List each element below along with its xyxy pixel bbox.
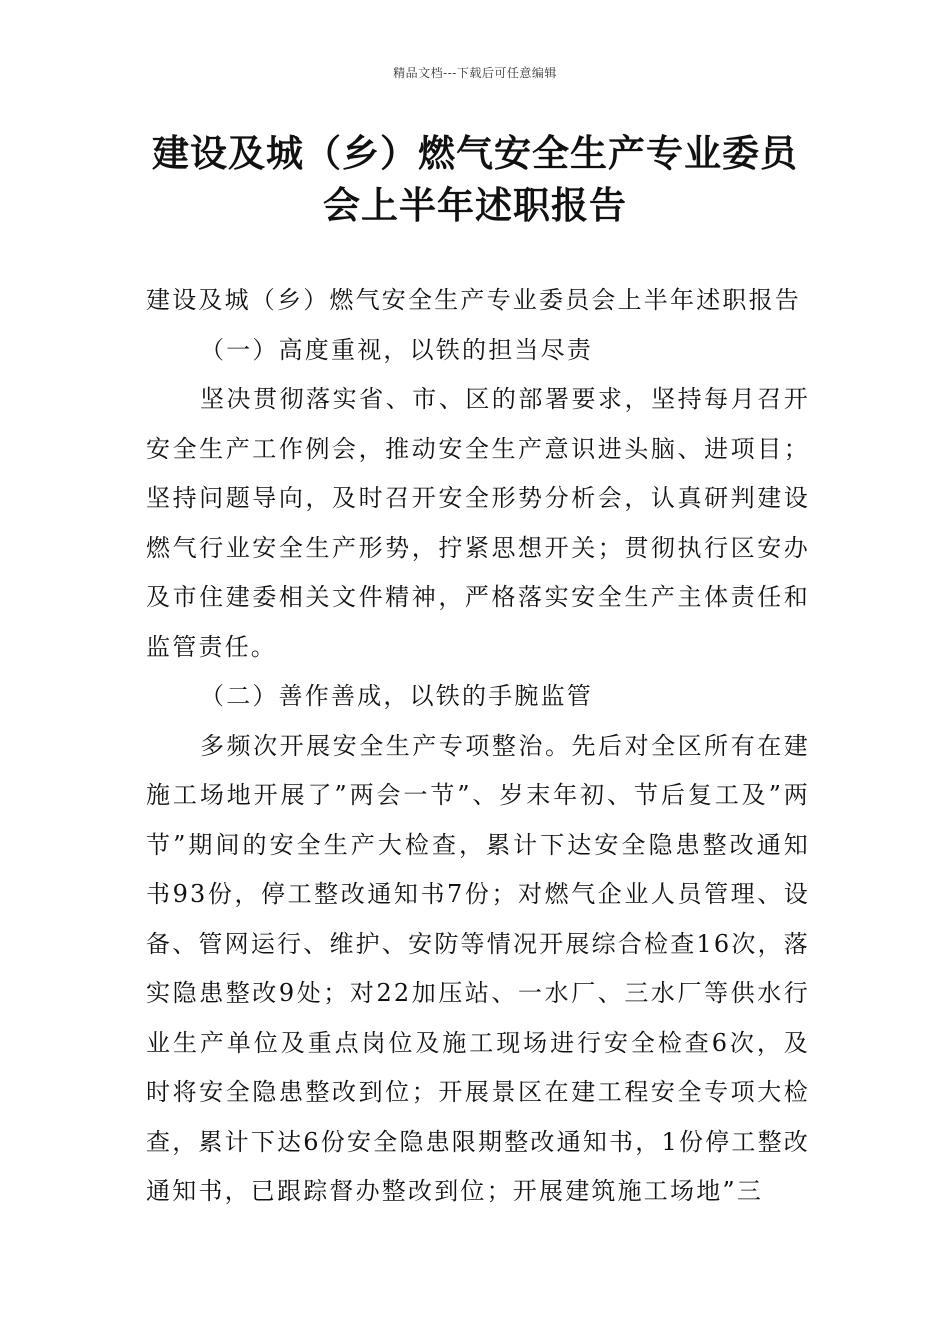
body-paragraph-1: 坚决贯彻落实省、市、区的部署要求，坚持每月召开安全生产工作例会，推动安全生产意识进头脑、进项目；坚持问题导向，及时召开安全形势分析会，认真研判建设燃气行业安全生产形势，拧紧思想开关；贯彻执行区安办及市住建委相关文件精神，严格落实安全生产主体责任和监管责任。 xyxy=(146,385,810,661)
section-heading-2: （二）善作善成，以铁的手腕监管 xyxy=(200,682,593,710)
section-heading-1: （一）高度重视，以铁的担当尽责 xyxy=(200,335,593,364)
title-line-1: 建设及城（乡）燃气安全生产专业委员 xyxy=(152,132,798,175)
document-body xyxy=(146,276,810,1217)
header-note: 精品文档---下载后可任意编辑 xyxy=(393,66,557,80)
body-paragraph-2: 多频次开展安全生产专项整治。先后对全区所有在建施工场地开展了”两会一节”、岁末年初、节后复工及”两节”期间的安全生产大检查，累计下达安全隐患整改通知书93份，停工整改通知书7份；对燃气企业人员管理、设备、管网运行、维护、安防等情况开展综合检查16次，落实隐患整改9处；对22加压站、一水厂、三水厂等供水行业生产单位及重点岗位及施工现场进行安全检查6次，及时将安全隐患整改到位；开展景区在建工程安全专项大检查，累计下达6份安全隐患限期整改通知书，1份停工整改通知书，已跟踪督办整改到位；开展建筑施工场地”三 xyxy=(146,731,810,1205)
title-line-2: 会上半年述职报告 xyxy=(323,184,627,227)
document-title xyxy=(120,128,830,232)
body-heading: 建设及城（乡）燃气安全生产专业委员会上半年述职报告 xyxy=(146,286,801,314)
